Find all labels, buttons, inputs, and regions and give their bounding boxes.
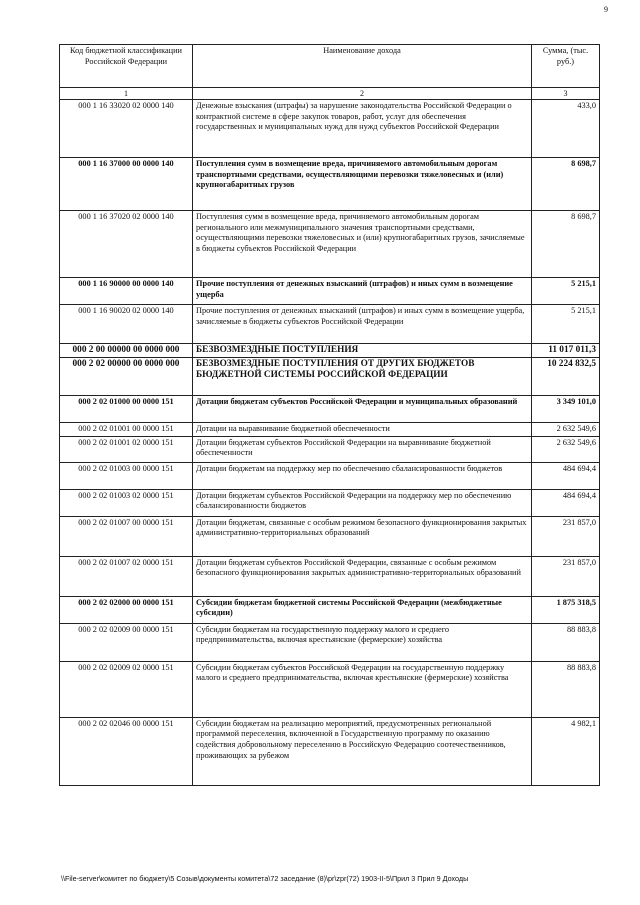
header-code: Код бюджетной классификации Российской Федерации xyxy=(60,45,193,88)
header-name: Наименование дохода xyxy=(193,45,532,88)
row-code: 000 1 16 37000 00 0000 140 xyxy=(60,158,193,211)
row-name: Субсидии бюджетам бюджетной системы Российской Федерации (межбюджетные субсидии) xyxy=(193,596,532,623)
row-sum: 11 017 011,3 xyxy=(532,344,600,358)
row-name: Денежные взыскания (штрафы) за нарушение законодательства Российской Федерации о контрактной системе в сфере закупок товаров, работ, услуг для обеспечения государственных и муниципальных нужд для нужд субъектов Российской Федерации xyxy=(193,100,532,158)
table-row xyxy=(60,516,600,556)
table-row xyxy=(60,436,600,462)
row-code: 000 2 02 01007 02 0000 151 xyxy=(60,556,193,596)
table-row xyxy=(60,423,600,437)
row-sum: 5 215,1 xyxy=(532,305,600,344)
row-code: 000 2 02 02009 02 0000 151 xyxy=(60,661,193,717)
row-sum: 8 698,7 xyxy=(532,211,600,278)
table-row xyxy=(60,489,600,516)
row-sum: 88 883,8 xyxy=(532,623,600,661)
table-row xyxy=(60,556,600,596)
column-number-row xyxy=(60,88,600,100)
row-sum: 2 632 549,6 xyxy=(532,423,600,437)
header-sum: Сумма, (тыс. руб.) xyxy=(532,45,600,88)
row-code: 000 2 00 00000 00 0000 000 xyxy=(60,344,193,358)
row-name: Прочие поступления от денежных взысканий (штрафов) и иных сумм в возмещение ущерба xyxy=(193,278,532,305)
row-code: 000 2 02 01001 02 0000 151 xyxy=(60,436,193,462)
row-code: 000 2 02 01001 00 0000 151 xyxy=(60,423,193,437)
row-name: Поступления сумм в возмещение вреда, причиняемого автомобильным дорогам регионального или межмуниципального значения транспортными средствами, осуществляющими перевозки тяжеловесных и (или) крупногабаритных грузов, зачисляемые в бюджеты субъектов Российской Федерации xyxy=(193,211,532,278)
row-name: БЕЗВОЗМЕЗДНЫЕ ПОСТУПЛЕНИЯ ОТ ДРУГИХ БЮДЖЕТОВ БЮДЖЕТНОЙ СИСТЕМЫ РОССИЙСКОЙ ФЕДЕРАЦИИ xyxy=(193,358,532,396)
table-row xyxy=(60,158,600,211)
row-sum: 484 694,4 xyxy=(532,462,600,489)
table-row xyxy=(60,396,600,423)
row-name: Поступления сумм в возмещение вреда, причиняемого автомобильным дорогам транспортными средствами, осуществляющими перевозки тяжеловесных и (или) крупногабаритных грузов xyxy=(193,158,532,211)
column-number: 1 xyxy=(60,88,193,100)
table-row xyxy=(60,211,600,278)
row-name: Субсидии бюджетам субъектов Российской Федерации на государственную поддержку малого и среднего предпринимательства, включая крестьянские (фермерские) хозяйства xyxy=(193,661,532,717)
file-path-footer: \\File-server\комитет по бюджету\5 Созыв\документы комитета\72 заседание (8)\pr\zpr(72) 1903-II-5\Прил 3 Прил 9 Доходы xyxy=(61,874,469,883)
page-number: 9 xyxy=(604,5,608,14)
column-number: 3 xyxy=(532,88,600,100)
row-sum: 88 883,8 xyxy=(532,661,600,717)
row-name: Дотации бюджетам, связанные с особым режимом безопасного функционирования закрытых административно-территориальных образований xyxy=(193,516,532,556)
row-sum: 1 875 318,5 xyxy=(532,596,600,623)
table-row xyxy=(60,661,600,717)
row-code: 000 2 02 02009 00 0000 151 xyxy=(60,623,193,661)
table-row xyxy=(60,358,600,396)
table-header-row xyxy=(60,45,600,88)
row-code: 000 1 16 33020 02 0000 140 xyxy=(60,100,193,158)
row-sum: 3 349 101,0 xyxy=(532,396,600,423)
row-name: Субсидии бюджетам на реализацию мероприятий, предусмотренных региональной программой переселения, включенной в Государственную программу по оказанию содействия добровольному переселению в Российскую Федерацию соотечественников, проживающих за рубежом xyxy=(193,717,532,785)
row-code: 000 1 16 37020 02 0000 140 xyxy=(60,211,193,278)
column-number: 2 xyxy=(193,88,532,100)
row-sum: 10 224 832,5 xyxy=(532,358,600,396)
row-code: 000 2 02 00000 00 0000 000 xyxy=(60,358,193,396)
table-row xyxy=(60,305,600,344)
row-sum: 4 982,1 xyxy=(532,717,600,785)
row-sum: 484 694,4 xyxy=(532,489,600,516)
row-name: Дотации бюджетам субъектов Российской Федерации на выравнивание бюджетной обеспеченности xyxy=(193,436,532,462)
row-name: Субсидии бюджетам на государственную поддержку малого и среднего предпринимательства, включая крестьянские (фермерские) хозяйства xyxy=(193,623,532,661)
table-row xyxy=(60,717,600,785)
table-row xyxy=(60,623,600,661)
table-row xyxy=(60,462,600,489)
row-sum: 231 857,0 xyxy=(532,516,600,556)
row-name: Прочие поступления от денежных взысканий (штрафов) и иных сумм в возмещение ущерба, зачисляемые в бюджеты субъектов Российской Федерации xyxy=(193,305,532,344)
table-row xyxy=(60,596,600,623)
row-name: Дотации на выравнивание бюджетной обеспеченности xyxy=(193,423,532,437)
row-sum: 8 698,7 xyxy=(532,158,600,211)
table-row xyxy=(60,278,600,305)
table-row xyxy=(60,344,600,358)
row-sum: 231 857,0 xyxy=(532,556,600,596)
revenue-table xyxy=(59,44,600,786)
row-sum: 433,0 xyxy=(532,100,600,158)
row-sum: 2 632 549,6 xyxy=(532,436,600,462)
row-sum: 5 215,1 xyxy=(532,278,600,305)
row-code: 000 2 02 01003 00 0000 151 xyxy=(60,462,193,489)
row-code: 000 2 02 01003 02 0000 151 xyxy=(60,489,193,516)
table-row xyxy=(60,100,600,158)
row-name: Дотации бюджетам на поддержку мер по обеспечению сбалансированности бюджетов xyxy=(193,462,532,489)
row-code: 000 2 02 01007 00 0000 151 xyxy=(60,516,193,556)
row-code: 000 1 16 90020 02 0000 140 xyxy=(60,305,193,344)
row-code: 000 1 16 90000 00 0000 140 xyxy=(60,278,193,305)
row-name: Дотации бюджетам субъектов Российской Федерации, связанные с особым режимом безопасного функционирования закрытых административно-территориальных образований xyxy=(193,556,532,596)
row-code: 000 2 02 02000 00 0000 151 xyxy=(60,596,193,623)
row-name: Дотации бюджетам субъектов Российской Федерации на поддержку мер по обеспечению сбалансированности бюджетов xyxy=(193,489,532,516)
row-name: Дотации бюджетам субъектов Российской Федерации и муниципальных образований xyxy=(193,396,532,423)
row-code: 000 2 02 02046 00 0000 151 xyxy=(60,717,193,785)
row-name: БЕЗВОЗМЕЗДНЫЕ ПОСТУПЛЕНИЯ xyxy=(193,344,532,358)
row-code: 000 2 02 01000 00 0000 151 xyxy=(60,396,193,423)
